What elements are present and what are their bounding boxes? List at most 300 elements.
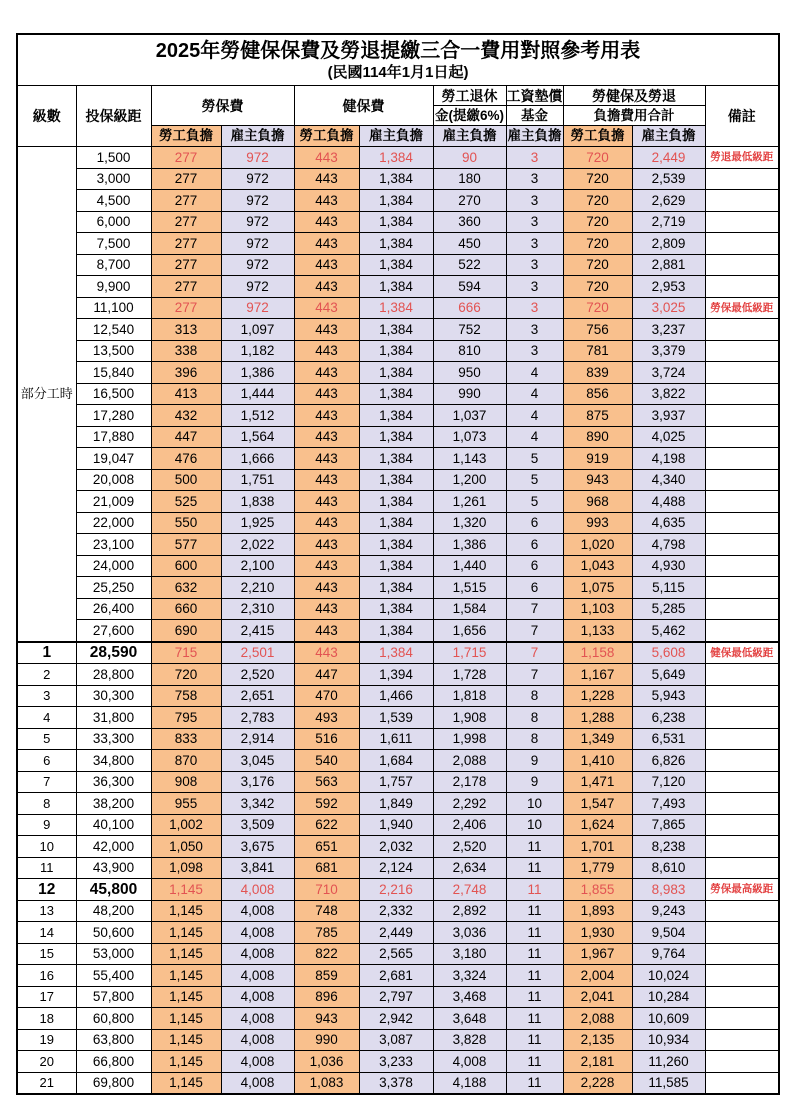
cell-pension-employer: 2,520 — [433, 836, 506, 858]
level-cell: 4 — [17, 707, 76, 729]
bracket-cell: 4,500 — [76, 190, 151, 212]
table-row — [17, 577, 779, 599]
subheader-health-employee: 勞工負擔 — [294, 126, 359, 147]
cell-pension-employer: 1,320 — [433, 512, 506, 534]
remark-cell — [705, 922, 779, 944]
cell-fund-employer: 5 — [506, 491, 563, 513]
cell-total-employee: 875 — [563, 405, 632, 427]
cell-health-employee: 443 — [294, 276, 359, 298]
table-row — [17, 1029, 779, 1051]
cell-pension-employer: 2,178 — [433, 771, 506, 793]
cell-labor-employee: 277 — [151, 254, 221, 276]
cell-labor-employee: 277 — [151, 233, 221, 255]
cell-labor-employer: 4,008 — [221, 1008, 294, 1030]
cell-labor-employee: 955 — [151, 793, 221, 815]
remark-cell — [705, 620, 779, 642]
cell-labor-employee: 1,145 — [151, 965, 221, 987]
cell-total-employee: 720 — [563, 147, 632, 169]
cell-fund-employer: 7 — [506, 642, 563, 664]
remark-cell — [705, 857, 779, 879]
cell-labor-employee: 277 — [151, 168, 221, 190]
remark-cell — [705, 943, 779, 965]
cell-pension-employer: 2,088 — [433, 750, 506, 772]
cell-health-employer: 1,384 — [359, 319, 433, 341]
remark-cell — [705, 664, 779, 686]
cell-health-employee: 443 — [294, 362, 359, 384]
cell-labor-employee: 577 — [151, 534, 221, 556]
cell-pension-employer: 450 — [433, 233, 506, 255]
cell-health-employer: 1,384 — [359, 642, 433, 664]
cell-health-employee: 443 — [294, 642, 359, 664]
remark-cell — [705, 340, 779, 362]
remark-cell — [705, 405, 779, 427]
cell-fund-employer: 8 — [506, 707, 563, 729]
cell-labor-employer: 1,666 — [221, 448, 294, 470]
remark-cell — [705, 965, 779, 987]
cell-labor-employer: 2,651 — [221, 685, 294, 707]
cell-health-employer: 1,384 — [359, 297, 433, 319]
cell-pension-employer: 1,515 — [433, 577, 506, 599]
cell-fund-employer: 11 — [506, 900, 563, 922]
remark-cell — [705, 383, 779, 405]
cell-fund-employer: 4 — [506, 383, 563, 405]
bracket-cell: 63,800 — [76, 1029, 151, 1051]
cell-pension-employer: 3,648 — [433, 1008, 506, 1030]
table-row — [17, 986, 779, 1008]
cell-health-employee: 443 — [294, 168, 359, 190]
remark-cell: 健保最低級距 — [705, 642, 779, 664]
cell-total-employer: 8,983 — [632, 879, 705, 901]
cell-total-employer: 4,930 — [632, 555, 705, 577]
bracket-cell: 60,800 — [76, 1008, 151, 1030]
cell-total-employee: 890 — [563, 426, 632, 448]
cell-total-employee: 1,471 — [563, 771, 632, 793]
cell-labor-employer: 3,841 — [221, 857, 294, 879]
col-header-remark: 備註 — [705, 86, 779, 147]
cell-total-employer: 7,865 — [632, 814, 705, 836]
cell-labor-employee: 432 — [151, 405, 221, 427]
cell-health-employer: 1,384 — [359, 598, 433, 620]
cell-total-employer: 4,198 — [632, 448, 705, 470]
cell-labor-employee: 720 — [151, 664, 221, 686]
cell-health-employee: 443 — [294, 233, 359, 255]
cell-total-employee: 781 — [563, 340, 632, 362]
cell-total-employee: 720 — [563, 254, 632, 276]
cell-fund-employer: 6 — [506, 534, 563, 556]
remark-cell — [705, 577, 779, 599]
cell-health-employer: 2,449 — [359, 922, 433, 944]
cell-fund-employer: 11 — [506, 965, 563, 987]
cell-total-employer: 11,585 — [632, 1072, 705, 1094]
remark-cell — [705, 448, 779, 470]
cell-pension-employer: 3,828 — [433, 1029, 506, 1051]
cell-health-employer: 1,384 — [359, 211, 433, 233]
bracket-cell: 24,000 — [76, 555, 151, 577]
cell-labor-employer: 3,675 — [221, 836, 294, 858]
cell-pension-employer: 1,200 — [433, 469, 506, 491]
cell-total-employer: 4,488 — [632, 491, 705, 513]
cell-fund-employer: 9 — [506, 750, 563, 772]
cell-health-employee: 1,083 — [294, 1072, 359, 1094]
table-row — [17, 965, 779, 987]
cell-total-employer: 7,120 — [632, 771, 705, 793]
col-header-bracket: 投保級距 — [76, 86, 151, 147]
cell-health-employee: 470 — [294, 685, 359, 707]
cell-labor-employee: 833 — [151, 728, 221, 750]
cell-total-employer: 5,115 — [632, 577, 705, 599]
cell-total-employer: 9,764 — [632, 943, 705, 965]
cell-total-employee: 1,349 — [563, 728, 632, 750]
col-header-total-line2: 負擔費用合計 — [563, 106, 705, 126]
cell-labor-employee: 550 — [151, 512, 221, 534]
table-row — [17, 922, 779, 944]
cell-health-employee: 443 — [294, 383, 359, 405]
table-row — [17, 469, 779, 491]
cell-labor-employer: 3,176 — [221, 771, 294, 793]
cell-total-employer: 9,504 — [632, 922, 705, 944]
cell-total-employer: 4,340 — [632, 469, 705, 491]
table-row — [17, 598, 779, 620]
cell-health-employer: 1,384 — [359, 491, 433, 513]
cell-health-employer: 1,384 — [359, 190, 433, 212]
table-row — [17, 836, 779, 858]
cell-total-employee: 2,088 — [563, 1008, 632, 1030]
cell-labor-employer: 4,008 — [221, 965, 294, 987]
cell-health-employer: 3,087 — [359, 1029, 433, 1051]
cell-health-employee: 443 — [294, 577, 359, 599]
level-cell: 18 — [17, 1008, 76, 1030]
table-row — [17, 491, 779, 513]
cell-health-employee: 493 — [294, 707, 359, 729]
cell-labor-employer: 2,501 — [221, 642, 294, 664]
cell-total-employer: 4,635 — [632, 512, 705, 534]
cell-pension-employer: 270 — [433, 190, 506, 212]
cell-health-employer: 1,849 — [359, 793, 433, 815]
cell-fund-employer: 11 — [506, 836, 563, 858]
cell-total-employee: 720 — [563, 211, 632, 233]
cell-pension-employer: 3,180 — [433, 943, 506, 965]
cell-health-employee: 710 — [294, 879, 359, 901]
bracket-cell: 34,800 — [76, 750, 151, 772]
cell-fund-employer: 3 — [506, 233, 563, 255]
cell-labor-employer: 2,022 — [221, 534, 294, 556]
cell-pension-employer: 1,818 — [433, 685, 506, 707]
cell-labor-employer: 972 — [221, 147, 294, 169]
cell-total-employer: 2,539 — [632, 168, 705, 190]
cell-pension-employer: 1,728 — [433, 664, 506, 686]
cell-fund-employer: 3 — [506, 190, 563, 212]
cell-total-employee: 2,004 — [563, 965, 632, 987]
cell-labor-employee: 413 — [151, 383, 221, 405]
cell-labor-employer: 972 — [221, 233, 294, 255]
remark-cell — [705, 793, 779, 815]
cell-health-employee: 443 — [294, 448, 359, 470]
cell-total-employee: 720 — [563, 190, 632, 212]
cell-total-employee: 720 — [563, 168, 632, 190]
cell-labor-employer: 2,310 — [221, 598, 294, 620]
table-row — [17, 190, 779, 212]
bracket-cell: 20,008 — [76, 469, 151, 491]
cell-labor-employer: 3,342 — [221, 793, 294, 815]
cell-total-employer: 2,449 — [632, 147, 705, 169]
remark-cell: 勞保最低級距 — [705, 297, 779, 319]
cell-health-employee: 785 — [294, 922, 359, 944]
cell-health-employee: 563 — [294, 771, 359, 793]
level-cell: 3 — [17, 685, 76, 707]
cell-total-employer: 5,608 — [632, 642, 705, 664]
table-row — [17, 319, 779, 341]
table-row — [17, 814, 779, 836]
cell-labor-employee: 1,050 — [151, 836, 221, 858]
col-header-pension-line2: 金(提繳6%) — [433, 106, 506, 126]
table-row — [17, 254, 779, 276]
cell-labor-employee: 1,145 — [151, 1051, 221, 1073]
cell-labor-employer: 4,008 — [221, 1051, 294, 1073]
cell-fund-employer: 3 — [506, 147, 563, 169]
table-row — [17, 555, 779, 577]
cell-health-employee: 447 — [294, 664, 359, 686]
cell-total-employer: 3,025 — [632, 297, 705, 319]
cell-labor-employee: 447 — [151, 426, 221, 448]
subheader-labor-employee: 勞工負擔 — [151, 126, 221, 147]
cell-fund-employer: 3 — [506, 340, 563, 362]
level-cell: 19 — [17, 1029, 76, 1051]
table-row — [17, 448, 779, 470]
fee-table — [16, 33, 780, 1095]
col-header-fund-line1: 工資墊償 — [506, 87, 563, 104]
cell-pension-employer: 1,073 — [433, 426, 506, 448]
cell-labor-employee: 1,145 — [151, 1029, 221, 1051]
cell-health-employer: 2,681 — [359, 965, 433, 987]
cell-labor-employee: 1,145 — [151, 943, 221, 965]
cell-labor-employer: 1,512 — [221, 405, 294, 427]
cell-pension-employer: 2,406 — [433, 814, 506, 836]
cell-labor-employee: 715 — [151, 642, 221, 664]
bracket-cell: 69,800 — [76, 1072, 151, 1094]
cell-health-employer: 1,384 — [359, 555, 433, 577]
level-cell: 6 — [17, 750, 76, 772]
level-cell: 2 — [17, 664, 76, 686]
cell-total-employer: 3,237 — [632, 319, 705, 341]
cell-labor-employee: 1,145 — [151, 879, 221, 901]
bracket-cell: 22,000 — [76, 512, 151, 534]
remark-cell — [705, 190, 779, 212]
cell-health-employee: 443 — [294, 534, 359, 556]
cell-fund-employer: 11 — [506, 879, 563, 901]
table-row — [17, 426, 779, 448]
cell-labor-employer: 1,751 — [221, 469, 294, 491]
level-cell: 15 — [17, 943, 76, 965]
cell-total-employee: 1,167 — [563, 664, 632, 686]
remark-cell — [705, 233, 779, 255]
remark-cell — [705, 1029, 779, 1051]
cell-health-employee: 1,036 — [294, 1051, 359, 1073]
remark-cell — [705, 211, 779, 233]
table-row — [17, 340, 779, 362]
cell-health-employee: 822 — [294, 943, 359, 965]
cell-labor-employer: 4,008 — [221, 986, 294, 1008]
cell-total-employee: 856 — [563, 383, 632, 405]
cell-total-employee: 839 — [563, 362, 632, 384]
cell-health-employee: 443 — [294, 211, 359, 233]
remark-cell — [705, 707, 779, 729]
bracket-cell: 45,800 — [76, 879, 151, 901]
cell-pension-employer: 522 — [433, 254, 506, 276]
cell-health-employer: 1,384 — [359, 577, 433, 599]
cell-fund-employer: 5 — [506, 469, 563, 491]
table-row — [17, 620, 779, 642]
bracket-cell: 11,100 — [76, 297, 151, 319]
cell-health-employer: 1,684 — [359, 750, 433, 772]
cell-pension-employer: 2,748 — [433, 879, 506, 901]
cell-labor-employee: 1,002 — [151, 814, 221, 836]
remark-cell — [705, 750, 779, 772]
table-row — [17, 857, 779, 879]
cell-total-employee: 1,701 — [563, 836, 632, 858]
cell-health-employer: 3,233 — [359, 1051, 433, 1073]
cell-total-employee: 1,547 — [563, 793, 632, 815]
bracket-cell: 6,000 — [76, 211, 151, 233]
bracket-cell: 55,400 — [76, 965, 151, 987]
table-row — [17, 168, 779, 190]
cell-health-employer: 1,384 — [359, 340, 433, 362]
level-cell: 8 — [17, 793, 76, 815]
cell-fund-employer: 6 — [506, 555, 563, 577]
cell-fund-employer: 6 — [506, 577, 563, 599]
cell-labor-employer: 1,925 — [221, 512, 294, 534]
cell-labor-employer: 1,386 — [221, 362, 294, 384]
cell-fund-employer: 8 — [506, 685, 563, 707]
cell-labor-employee: 908 — [151, 771, 221, 793]
cell-pension-employer: 90 — [433, 147, 506, 169]
bracket-cell: 66,800 — [76, 1051, 151, 1073]
cell-total-employer: 7,493 — [632, 793, 705, 815]
col-header-health-group: 健保費 — [294, 86, 433, 126]
cell-total-employer: 2,719 — [632, 211, 705, 233]
remark-cell — [705, 534, 779, 556]
cell-labor-employer: 1,444 — [221, 383, 294, 405]
cell-labor-employee: 313 — [151, 319, 221, 341]
remark-cell — [705, 276, 779, 298]
cell-total-employee: 720 — [563, 233, 632, 255]
cell-health-employee: 990 — [294, 1029, 359, 1051]
cell-total-employer: 3,379 — [632, 340, 705, 362]
cell-fund-employer: 11 — [506, 1029, 563, 1051]
cell-health-employee: 443 — [294, 405, 359, 427]
cell-labor-employee: 277 — [151, 297, 221, 319]
table-row — [17, 362, 779, 384]
cell-health-employee: 896 — [294, 986, 359, 1008]
level-cell: 21 — [17, 1072, 76, 1094]
title-block — [17, 34, 779, 86]
cell-labor-employee: 500 — [151, 469, 221, 491]
cell-health-employer: 1,384 — [359, 383, 433, 405]
cell-total-employee: 720 — [563, 297, 632, 319]
cell-fund-employer: 11 — [506, 1008, 563, 1030]
part-time-label-cell: 部分工時 — [17, 147, 76, 642]
cell-health-employee: 443 — [294, 555, 359, 577]
cell-labor-employee: 660 — [151, 598, 221, 620]
cell-health-employer: 2,332 — [359, 900, 433, 922]
cell-total-employee: 1,893 — [563, 900, 632, 922]
cell-total-employer: 8,610 — [632, 857, 705, 879]
cell-labor-employer: 2,520 — [221, 664, 294, 686]
cell-health-employee: 681 — [294, 857, 359, 879]
remark-cell — [705, 319, 779, 341]
cell-labor-employee: 1,145 — [151, 900, 221, 922]
page-subtitle: (民國114年1月1日起) — [327, 64, 469, 82]
cell-fund-employer: 7 — [506, 620, 563, 642]
cell-health-employee: 651 — [294, 836, 359, 858]
cell-labor-employer: 2,210 — [221, 577, 294, 599]
cell-total-employee: 2,135 — [563, 1029, 632, 1051]
cell-labor-employee: 1,145 — [151, 986, 221, 1008]
cell-health-employer: 1,466 — [359, 685, 433, 707]
table-row — [17, 405, 779, 427]
cell-health-employee: 943 — [294, 1008, 359, 1030]
level-cell: 16 — [17, 965, 76, 987]
title-row — [17, 34, 779, 86]
cell-labor-employee: 277 — [151, 276, 221, 298]
cell-total-employer: 2,629 — [632, 190, 705, 212]
table-row — [17, 664, 779, 686]
bracket-cell: 33,300 — [76, 728, 151, 750]
page-title: 2025年勞健保保費及勞退提繳三合一費用對照參考用表 — [155, 40, 641, 63]
cell-health-employer: 1,384 — [359, 512, 433, 534]
cell-total-employer: 10,284 — [632, 986, 705, 1008]
cell-fund-employer: 4 — [506, 362, 563, 384]
level-cell: 20 — [17, 1051, 76, 1073]
bracket-cell: 40,100 — [76, 814, 151, 836]
cell-pension-employer: 3,036 — [433, 922, 506, 944]
remark-cell — [705, 900, 779, 922]
remark-cell — [705, 986, 779, 1008]
cell-pension-employer: 1,143 — [433, 448, 506, 470]
cell-fund-employer: 10 — [506, 814, 563, 836]
bracket-cell: 23,100 — [76, 534, 151, 556]
cell-total-employee: 1,020 — [563, 534, 632, 556]
cell-pension-employer: 1,584 — [433, 598, 506, 620]
bracket-cell: 9,900 — [76, 276, 151, 298]
cell-total-employer: 6,826 — [632, 750, 705, 772]
level-cell: 14 — [17, 922, 76, 944]
table-row — [17, 750, 779, 772]
cell-health-employee: 443 — [294, 620, 359, 642]
cell-health-employee: 443 — [294, 512, 359, 534]
cell-fund-employer: 9 — [506, 771, 563, 793]
cell-labor-employer: 2,914 — [221, 728, 294, 750]
cell-labor-employee: 277 — [151, 190, 221, 212]
remark-cell — [705, 555, 779, 577]
bracket-cell: 13,500 — [76, 340, 151, 362]
cell-health-employer: 2,032 — [359, 836, 433, 858]
col-header-fund-line2: 基金 — [506, 106, 563, 126]
cell-health-employee: 443 — [294, 319, 359, 341]
cell-total-employer: 3,937 — [632, 405, 705, 427]
cell-total-employee: 1,967 — [563, 943, 632, 965]
cell-health-employer: 2,565 — [359, 943, 433, 965]
cell-fund-employer: 4 — [506, 405, 563, 427]
cell-total-employer: 4,798 — [632, 534, 705, 556]
remark-cell — [705, 836, 779, 858]
cell-total-employee: 1,624 — [563, 814, 632, 836]
level-cell: 12 — [17, 879, 76, 901]
remark-cell — [705, 168, 779, 190]
cell-health-employer: 1,384 — [359, 405, 433, 427]
cell-labor-employer: 1,564 — [221, 426, 294, 448]
cell-labor-employer: 972 — [221, 211, 294, 233]
cell-fund-employer: 10 — [506, 793, 563, 815]
